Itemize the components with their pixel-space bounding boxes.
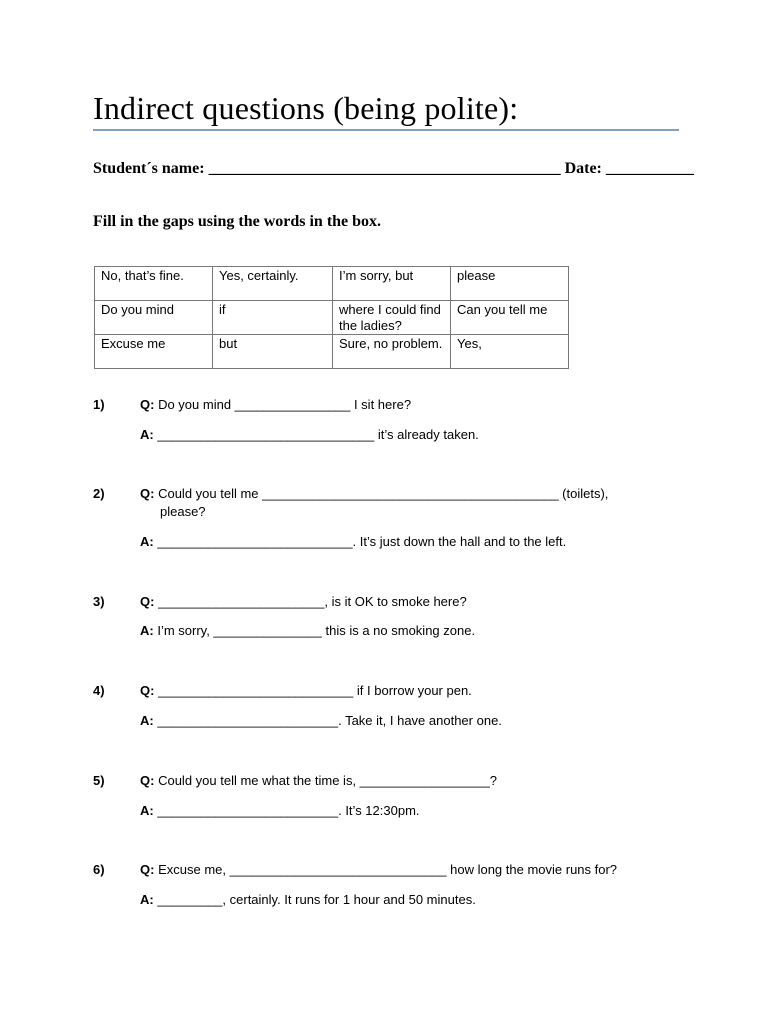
student-name-blank[interactable]: ____________________________________________ (208, 160, 561, 177)
answer-line (140, 891, 476, 909)
question-number: 6) (93, 862, 105, 877)
question-line (140, 396, 411, 414)
answer-line (140, 533, 566, 551)
q-label: Q: (140, 773, 155, 788)
question-number: 5) (93, 773, 105, 788)
word-box-cell: Do you mind (95, 301, 213, 335)
q-label: Q: (140, 594, 155, 609)
q-label: Q: (140, 862, 155, 877)
word-box-cell: Can you tell me (451, 301, 569, 335)
date-label: Date: (564, 160, 602, 177)
word-box-cell: where I could find the ladies? (333, 301, 451, 335)
a-label: A: (140, 534, 154, 549)
question-line (140, 682, 472, 700)
word-box-cell: please (451, 267, 569, 301)
question-line (140, 485, 608, 503)
answer-line (140, 712, 502, 730)
word-box-cell: Sure, no problem. (333, 335, 451, 369)
q-label: Q: (140, 486, 155, 501)
word-box-cell: Yes, (451, 335, 569, 369)
a-label: A: (140, 892, 154, 907)
word-box-cell: No, that’s fine. (95, 267, 213, 301)
answer-line (140, 802, 420, 820)
a-label: A: (140, 803, 154, 818)
question-text[interactable]: Excuse me, ______________________________ how long the movie runs for? (158, 862, 618, 877)
word-box-row (95, 301, 569, 335)
word-box-cell: Excuse me (95, 335, 213, 369)
word-box-table (94, 266, 569, 369)
answer-text[interactable]: ______________________________ it’s already taken. (157, 427, 479, 442)
answer-text[interactable]: _________, certainly. It runs for 1 hour and 50 minutes. (157, 892, 476, 907)
question-line (140, 772, 497, 790)
title-underline (93, 129, 679, 131)
question-text[interactable]: ___________________________ if I borrow your pen. (158, 683, 472, 698)
question-text[interactable]: Could you tell me what the time is, __________________? (158, 773, 498, 788)
word-box-cell: but (213, 335, 333, 369)
question-line (140, 861, 617, 879)
question-text[interactable]: _______________________, is it OK to smoke here? (158, 594, 467, 609)
question-number: 3) (93, 594, 105, 609)
question-number: 1) (93, 397, 105, 412)
question-number: 2) (93, 486, 105, 501)
answer-line (140, 622, 475, 640)
answer-text[interactable]: ___________________________. It’s just down the hall and to the left. (157, 534, 567, 549)
question-continuation: please? (160, 504, 206, 519)
a-label: A: (140, 713, 154, 728)
page-title: Indirect questions (being polite): (93, 90, 519, 126)
question-line (140, 593, 467, 611)
question-text[interactable]: Could you tell me _________________________________________ (toilets), (158, 486, 609, 501)
student-header (93, 160, 694, 178)
instruction-text: Fill in the gaps using the words in the box. (93, 213, 382, 230)
a-label: A: (140, 623, 154, 638)
a-label: A: (140, 427, 154, 442)
date-blank[interactable]: ___________ (605, 160, 694, 177)
q-label: Q: (140, 397, 155, 412)
answer-text[interactable]: _________________________. It’s 12:30pm. (157, 803, 420, 818)
answer-text[interactable]: _________________________. Take it, I have another one. (157, 713, 502, 728)
question-number: 4) (93, 683, 105, 698)
word-box-cell: I’m sorry, but (333, 267, 451, 301)
answer-text[interactable]: I’m sorry, _______________ this is a no smoking zone. (157, 623, 476, 638)
word-box-row (95, 335, 569, 369)
word-box-row (95, 267, 569, 301)
question-text[interactable]: Do you mind ________________ I sit here? (158, 397, 412, 412)
q-label: Q: (140, 683, 155, 698)
word-box-cell: Yes, certainly. (213, 267, 333, 301)
word-box-cell: if (213, 301, 333, 335)
student-name-label: Student´s name: (93, 160, 205, 177)
answer-line (140, 426, 479, 444)
